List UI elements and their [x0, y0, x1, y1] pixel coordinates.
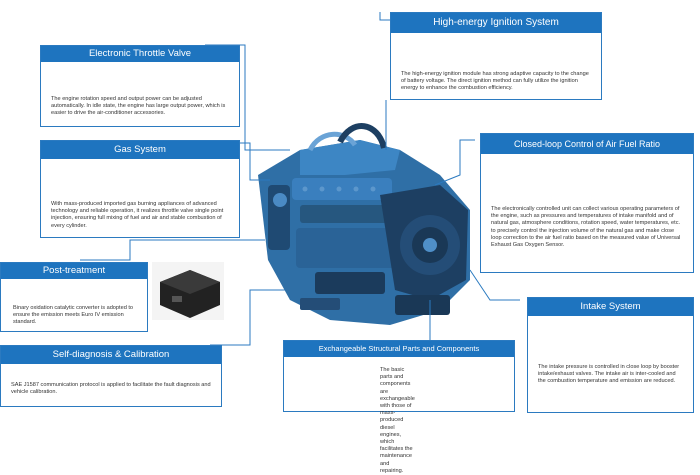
callout-post-title: Post-treatment [1, 263, 147, 279]
callout-gas-text: With mass-produced imported gas burning appliances of advanced technology and reliable operation, it realizes throttle valve single point injection, ensuring full mixing of fuel and air and stable combustion of every cylinder. [51, 201, 224, 229]
callout-structural-text: The basic parts and components are exchangeable with those of mass-produced diesel engines, which facilitates the maintenance and repairing. [380, 367, 415, 474]
callout-selfdiag [0, 345, 222, 407]
callout-gas [40, 140, 240, 238]
callout-post [0, 262, 148, 332]
callout-throttle-title: Electronic Throttle Valve [41, 46, 239, 62]
callout-throttle-text: The engine rotation speed and output power can be adjusted automatically. In idle state, the engine has large output power, which is easier to drive the air-conditioner accessories. [51, 96, 226, 117]
callout-ignition-text: The high-energy ignition module has strong adaptive capacity to the change of battery voltage. The direct ignition method can fully utilize the ignition energy to enhance the combustion efficiency. [401, 71, 589, 92]
callout-selfdiag-title: Self-diagnosis & Calibration [1, 346, 221, 364]
callout-airfuel-text: The electronically controlled unit can collect various operating parameters of the engine, such as pressures and temperatures of intake manifold and of natural gas, atmosphere conditions, rotation speed, water temperatures, etc. to precisely control the injection volume of the natural gas and make close loop correction to the air fuel ratio based on the measured value of Universal Exhaust Gas Oxygen Sensor. [491, 206, 681, 249]
callout-ignition [390, 12, 602, 100]
engine-body [258, 126, 470, 325]
callout-ignition-title: High-energy Ignition System [391, 13, 601, 33]
ecu-image [152, 262, 224, 320]
callout-structural-title: Exchangeable Structural Parts and Components [284, 341, 514, 357]
callout-airfuel-title: Closed-loop Control of Air Fuel Ratio [481, 134, 693, 154]
callout-selfdiag-text: SAE J1587 communication protocol is applied to facilitate the fault diagnosis and vehicle calibration. [11, 382, 211, 396]
callout-gas-title: Gas System [41, 141, 239, 159]
callout-structural [283, 340, 515, 474]
callout-airfuel [480, 133, 694, 273]
callout-intake-text: The intake pressure is controlled in close loop by booster intake/exhaust valves. The intake air is inter-cooled and the combustion temperature and emission are reduced. [538, 364, 680, 385]
callout-post-text: Binary oxidation catalytic converter is adopted to ensure the emission meets Euro IV emission standard. [13, 305, 134, 326]
callout-throttle [40, 45, 240, 127]
callout-intake [527, 297, 694, 413]
callout-intake-title: Intake System [528, 298, 693, 316]
